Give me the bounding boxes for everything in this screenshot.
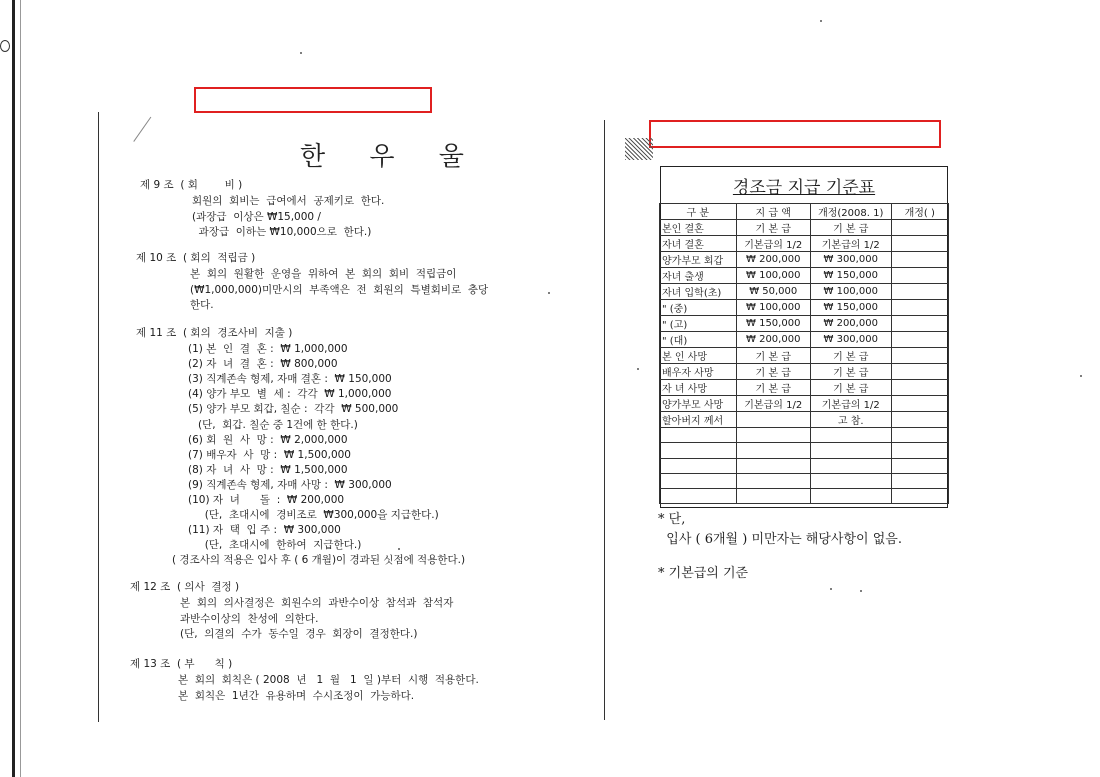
table-cell	[891, 316, 948, 332]
table-row	[660, 332, 949, 348]
table-cell	[660, 473, 737, 488]
table-cell: 자 녀 사망	[660, 380, 737, 396]
left-page-edge	[98, 112, 99, 722]
table-cell: 기 본 급	[736, 220, 810, 236]
table-cell: ₩ 200,000	[736, 252, 810, 268]
table-cell: ₩ 150,000	[736, 316, 810, 332]
page-mark	[133, 117, 167, 154]
table-cell: 기 본 급	[810, 348, 891, 364]
table-row	[660, 252, 949, 268]
table-cell: ₩ 300,000	[810, 252, 891, 268]
table-row	[660, 396, 949, 412]
table-row	[660, 489, 949, 504]
table-cell: 자녀 결혼	[660, 236, 737, 252]
table-cell	[810, 489, 891, 504]
article-line: (₩1,000,000)미만시의 부족액은 전 회원의 특별회비로 충당	[190, 283, 489, 296]
scan-speck	[398, 548, 400, 550]
table-cell: " (대)	[660, 332, 737, 348]
table-cell: " (중)	[660, 300, 737, 316]
table-cell	[891, 332, 948, 348]
article-line: 회원의 회비는 급여에서 공제키로 한다.	[192, 195, 385, 207]
table-row	[660, 380, 949, 396]
table-cell: 자녀 입학(초)	[660, 284, 737, 300]
scan-speck	[830, 588, 832, 590]
table-row	[660, 268, 949, 284]
table-cell	[891, 412, 948, 428]
article-line: (8) 자 녀 사 망 : ₩ 1,500,000	[188, 463, 348, 476]
article-line: (단, 의결의 수가 동수일 경우 회장이 결정한다.)	[180, 628, 418, 640]
table-cell: 배우자 사망	[660, 364, 737, 380]
table-cell	[891, 300, 948, 316]
table-title: 경조금 지급 기준표	[732, 178, 876, 198]
binder-hole-icon	[0, 40, 10, 52]
table-cell: 기 본 급	[810, 220, 891, 236]
table-cell	[891, 443, 948, 458]
article-line: ( 경조사의 적용은 입사 후 ( 6 개월)이 경과된 싯점에 적용한다.)	[172, 554, 466, 567]
table-cell	[891, 489, 948, 504]
note-line-2: 입사 ( 6개월 ) 미만자는 해당사항이 없음.	[658, 532, 902, 547]
table-cell: 고 참.	[810, 412, 891, 428]
article-line: (11) 자 택 입 주 : ₩ 300,000	[188, 524, 341, 537]
article-line: 한다.	[190, 299, 214, 311]
article-line: 본 회칙은 1년간 유용하며 수시조정이 가능하다.	[178, 689, 415, 702]
article-line: (1) 본 인 결 혼 : ₩ 1,000,000	[188, 343, 348, 355]
article-heading: 제 10 조 ( 회의 적립금 )	[136, 252, 256, 264]
redaction-box-left	[194, 87, 432, 113]
table-cell: 양가부모 회갑	[660, 252, 737, 268]
article-line: (단, 초대시에 한하여 지급한다.)	[188, 539, 362, 552]
table-cell: 할아버지 께서	[660, 412, 737, 428]
article-line: (과장급 이상은 ₩15,000 /	[192, 210, 321, 223]
table-cell	[891, 396, 948, 412]
table-cell	[891, 473, 948, 488]
table-cell: ₩ 50,000	[736, 284, 810, 300]
article-line: (4) 양가 부모 별 세 : 각각 ₩ 1,000,000	[188, 388, 392, 401]
scan-speck	[1080, 375, 1082, 377]
col-header-category: 구 분	[660, 204, 737, 220]
table-cell	[891, 348, 948, 364]
table-cell: ₩ 100,000	[810, 284, 891, 300]
article-line: (6) 회 원 사 망 : ₩ 2,000,000	[188, 433, 348, 446]
scan-speck	[300, 52, 302, 54]
table-cell	[891, 364, 948, 380]
table-row	[660, 364, 949, 380]
table-cell	[736, 412, 810, 428]
table-cell	[810, 458, 891, 473]
table-cell	[736, 473, 810, 488]
table-cell	[891, 428, 948, 443]
table-row	[660, 443, 949, 458]
table-cell: 본인 결혼	[660, 220, 737, 236]
table-cell: 기 본 급	[736, 380, 810, 396]
scan-speck	[860, 590, 862, 592]
article-line: (2) 자 녀 결 혼 : ₩ 800,000	[188, 358, 338, 371]
article-line: 본 회의 원활한 운영을 위하여 본 회의 회비 적립금이	[190, 268, 457, 280]
table-cell: " (고)	[660, 316, 737, 332]
redaction-box-right	[649, 120, 941, 148]
scan-left-edge	[12, 0, 15, 777]
article-heading: 제 12 조 ( 의사 결정 )	[130, 581, 240, 593]
table-row	[660, 220, 949, 236]
table-cell: 기 본 급	[736, 364, 810, 380]
table-cell: 기본급의 1/2	[810, 236, 891, 252]
table-row	[660, 284, 949, 300]
table-cell: ₩ 200,000	[736, 332, 810, 348]
article-line: (5) 양가 부모 회갑, 칠순 : 각각 ₩ 500,000	[188, 403, 399, 416]
scan-speck	[637, 368, 639, 370]
scan-left-edge-inner	[20, 0, 21, 777]
table-cell: ₩ 200,000	[810, 316, 891, 332]
table-row	[660, 300, 949, 316]
table-cell: 기 본 급	[810, 364, 891, 380]
fee-standard-table	[659, 203, 949, 504]
article-line: (3) 직계존속 형제, 자매 결혼 : ₩ 150,000	[188, 373, 392, 386]
table-cell: 기본급의 1/2	[736, 396, 810, 412]
col-header-revision-2008: 개정(2008. 1)	[810, 204, 891, 220]
note-line-3: * 기본급의 기준	[658, 566, 749, 581]
table-row	[660, 348, 949, 364]
table-cell	[891, 284, 948, 300]
table-row	[660, 412, 949, 428]
col-header-amount: 지 급 액	[736, 204, 810, 220]
article-heading: 제 11 조 ( 회의 경조사비 지출 )	[136, 327, 293, 339]
table-cell	[891, 252, 948, 268]
table-cell	[736, 458, 810, 473]
table-cell: ₩ 150,000	[810, 268, 891, 284]
fee-table-frame	[660, 166, 948, 508]
table-cell	[891, 268, 948, 284]
article-line: 과반수이상의 찬성에 의한다.	[180, 612, 319, 625]
table-cell	[736, 489, 810, 504]
article-line: (7) 배우자 사 망 : ₩ 1,500,000	[188, 448, 351, 461]
article-line: 본 회의 의사결정은 회원수의 과반수이상 참석과 참석자	[180, 597, 454, 609]
article-line: 과장급 이하는 ₩10,000으로 한다.)	[192, 226, 372, 238]
article-line: (단, 초대시에 경비조로 ₩300,000을 지급한다.)	[188, 509, 439, 522]
note-line-1: * 단,	[658, 512, 686, 527]
table-cell	[660, 443, 737, 458]
table-cell: 기 본 급	[736, 348, 810, 364]
article-line: 본 회의 회칙은 ( 2008 년 1 월 1 일 )부터 시행 적용한다.	[178, 674, 479, 686]
table-cell	[891, 458, 948, 473]
table-row	[660, 236, 949, 252]
handwritten-title: 한 우 울	[300, 142, 482, 172]
scan-speck	[548, 292, 550, 294]
article-line: (단, 회갑. 칠순 중 1건에 한 한다.)	[188, 418, 358, 431]
table-cell: 양가부모 사망	[660, 396, 737, 412]
table-cell	[810, 443, 891, 458]
table-cell: ₩ 100,000	[736, 300, 810, 316]
table-cell	[660, 489, 737, 504]
col-header-revision-blank: 개정( )	[891, 204, 948, 220]
table-row	[660, 458, 949, 473]
table-cell: 기 본 급	[810, 380, 891, 396]
article-line: (9) 직계존속 형제, 자매 사망 : ₩ 300,000	[188, 478, 392, 491]
table-row	[660, 428, 949, 443]
table-cell	[891, 380, 948, 396]
table-cell: 기본급의 1/2	[736, 236, 810, 252]
right-page-edge	[604, 120, 605, 720]
scan-corner-mark	[625, 138, 653, 160]
table-row	[660, 316, 949, 332]
article-line: (10) 자 녀 돌 : ₩ 200,000	[188, 494, 345, 506]
table-cell: 기본급의 1/2	[810, 396, 891, 412]
table-header-row	[660, 204, 949, 220]
table-row	[660, 473, 949, 488]
table-body	[660, 220, 949, 504]
article-heading: 제 13 조 ( 부 칙 )	[130, 658, 233, 670]
table-cell	[891, 220, 948, 236]
table-cell: 자녀 출생	[660, 268, 737, 284]
table-cell	[660, 458, 737, 473]
table-cell	[810, 428, 891, 443]
table-cell: ₩ 100,000	[736, 268, 810, 284]
table-cell	[736, 443, 810, 458]
table-cell: 본 인 사망	[660, 348, 737, 364]
scan-speck	[820, 20, 822, 22]
table-cell	[810, 473, 891, 488]
table-cell	[660, 428, 737, 443]
table-cell	[736, 428, 810, 443]
table-cell	[891, 236, 948, 252]
table-cell: ₩ 300,000	[810, 332, 891, 348]
table-cell: ₩ 150,000	[810, 300, 891, 316]
article-heading: 제 9 조 ( 회 비 )	[140, 179, 243, 191]
